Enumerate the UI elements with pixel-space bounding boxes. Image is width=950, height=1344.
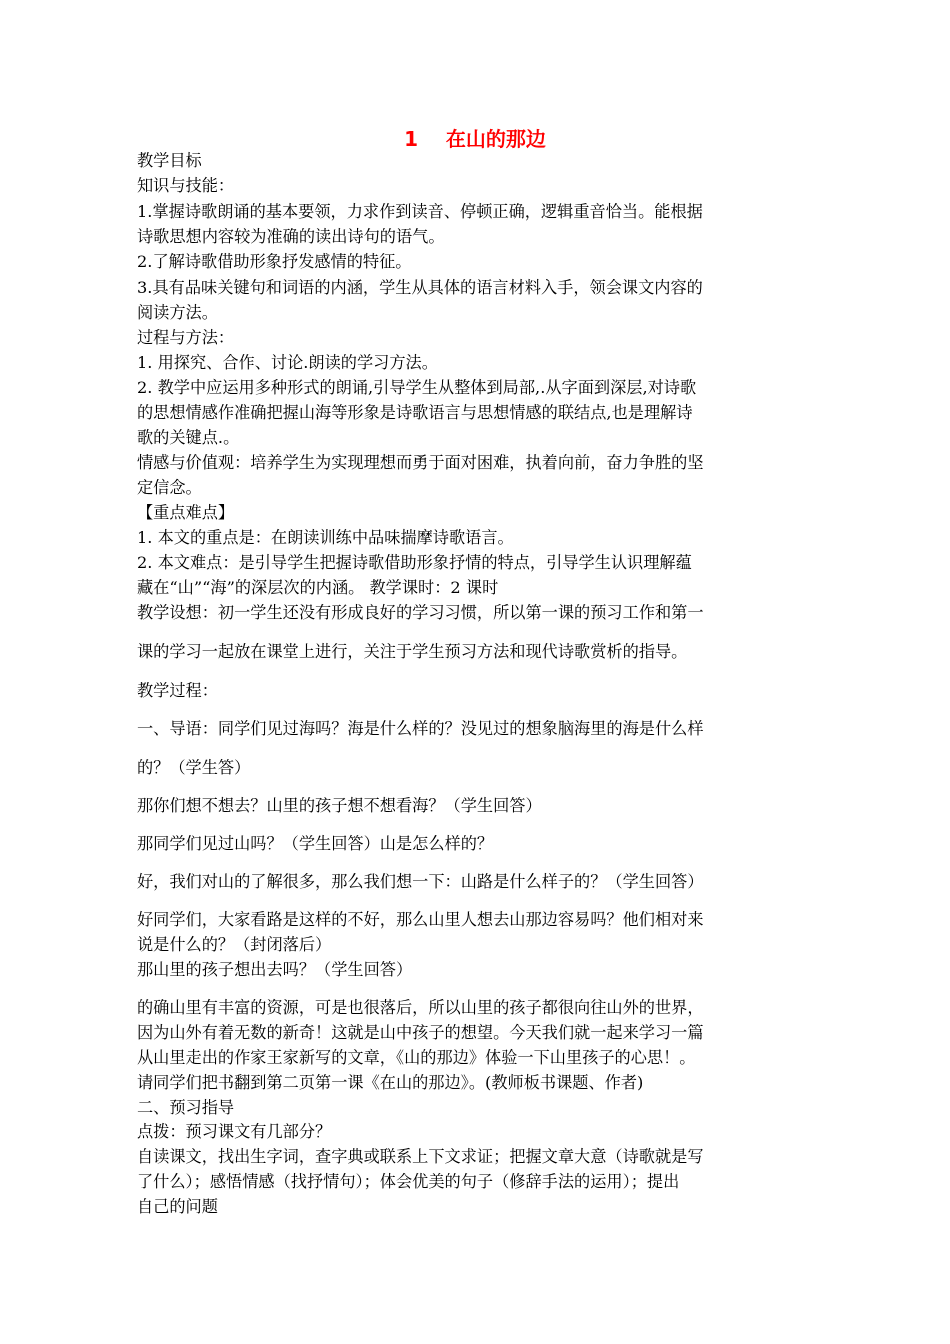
text-line: 2. 教学中应运用多种形式的朗诵,引导学生从整体到局部,.从字面到深层,对诗歌 xyxy=(137,378,697,397)
text-line: 阅读方法。 xyxy=(137,303,218,322)
text-line: 2. 本文难点：是引导学生把握诗歌借助形象抒情的特点，引导学生认识理解蕴 xyxy=(137,553,692,572)
text-line: 那山里的孩子想出去吗？（学生回答） xyxy=(137,960,413,979)
text-line: 【重点难点】 xyxy=(137,503,235,522)
text-line: 1. 本文的重点是：在朗读训练中品味揣摩诗歌语言。 xyxy=(137,528,514,547)
text-line: 教学设想：初一学生还没有形成良好的学习习惯，所以第一课的预习工作和第一 xyxy=(137,603,704,622)
text-line: 那你们想不想去？山里的孩子想不想看海？（学生回答） xyxy=(137,796,542,815)
text-line: 2.了解诗歌借助形象抒发感情的特征。 xyxy=(137,252,412,271)
text-line: 二、预习指导 xyxy=(137,1098,235,1117)
text-line: 因为山外有着无数的新奇！这就是山中孩子的想望。今天我们就一起来学习一篇 xyxy=(137,1023,704,1042)
text-line: 1.掌握诗歌朗诵的基本要领，力求作到读音、停顿正确，逻辑重音恰当。能根据 xyxy=(137,202,703,221)
text-line: 藏在“山”“海”的深层次的内涵。 教学课时：2 课时 xyxy=(137,578,499,597)
text-line: 了什么）；感悟情感（找抒情句）；体会优美的句子（修辞手法的运用）；提出 xyxy=(137,1172,680,1191)
text-line: 请同学们把书翻到第二页第一课《在山的那边》。(教师板书课题、作者) xyxy=(137,1073,644,1092)
text-line: 自己的问题 xyxy=(137,1197,218,1216)
text-line: 情感与价值观：培养学生为实现理想而勇于面对困难，执着向前，奋力争胜的坚 xyxy=(137,453,704,472)
text-line: 知识与技能： xyxy=(137,176,235,195)
lesson-title: 1 在山的那边 xyxy=(404,127,546,151)
text-line: 一、导语：同学们见过海吗？海是什么样的？没见过的想象脑海里的海是什么样 xyxy=(137,719,704,738)
text-line: 课的学习一起放在课堂上进行，关注于学生预习方法和现代诗歌赏析的指导。 xyxy=(137,642,688,661)
text-line: 好同学们，大家看路是这样的不好，那么山里人想去山那边容易吗？他们相对来 xyxy=(137,910,704,929)
text-line: 过程与方法： xyxy=(137,328,235,347)
text-line: 点拨：预习课文有几部分？ xyxy=(137,1122,332,1141)
text-line: 诗歌思想内容较为准确的读出诗句的语气。 xyxy=(137,227,445,246)
text-line: 定信念。 xyxy=(137,478,202,497)
text-line: 的？（学生答） xyxy=(137,758,251,777)
text-line: 的确山里有丰富的资源，可是也很落后，所以山里的孩子都很向往山外的世界， xyxy=(137,998,704,1017)
text-line: 那同学们见过山吗？（学生回答）山是怎么样的？ xyxy=(137,834,494,853)
text-line: 自读课文，找出生字词，查字典或联系上下文求证；把握文章大意（诗歌就是写 xyxy=(137,1147,704,1166)
text-line: 1. 用探究、合作、讨论.朗读的学习方法。 xyxy=(137,353,438,372)
text-line: 歌的关键点.。 xyxy=(137,428,240,447)
text-line: 教学目标 xyxy=(137,151,202,170)
text-line: 教学过程： xyxy=(137,681,218,700)
text-line: 从山里走出的作家王家新写的文章，《山的那边》体验一下山里孩子的心思！。 xyxy=(137,1048,696,1067)
text-line: 好，我们对山的了解很多，那么我们想一下：山路是什么样子的？（学生回答） xyxy=(137,872,704,891)
text-line: 3.具有品味关键句和词语的内涵，学生从具体的语言材料入手，领会课文内容的 xyxy=(137,278,703,297)
text-line: 说是什么的？（封闭落后） xyxy=(137,935,332,954)
text-line: 的思想情感作准确把握山海等形象是诗歌语言与思想情感的联结点,也是理解诗 xyxy=(137,403,693,422)
